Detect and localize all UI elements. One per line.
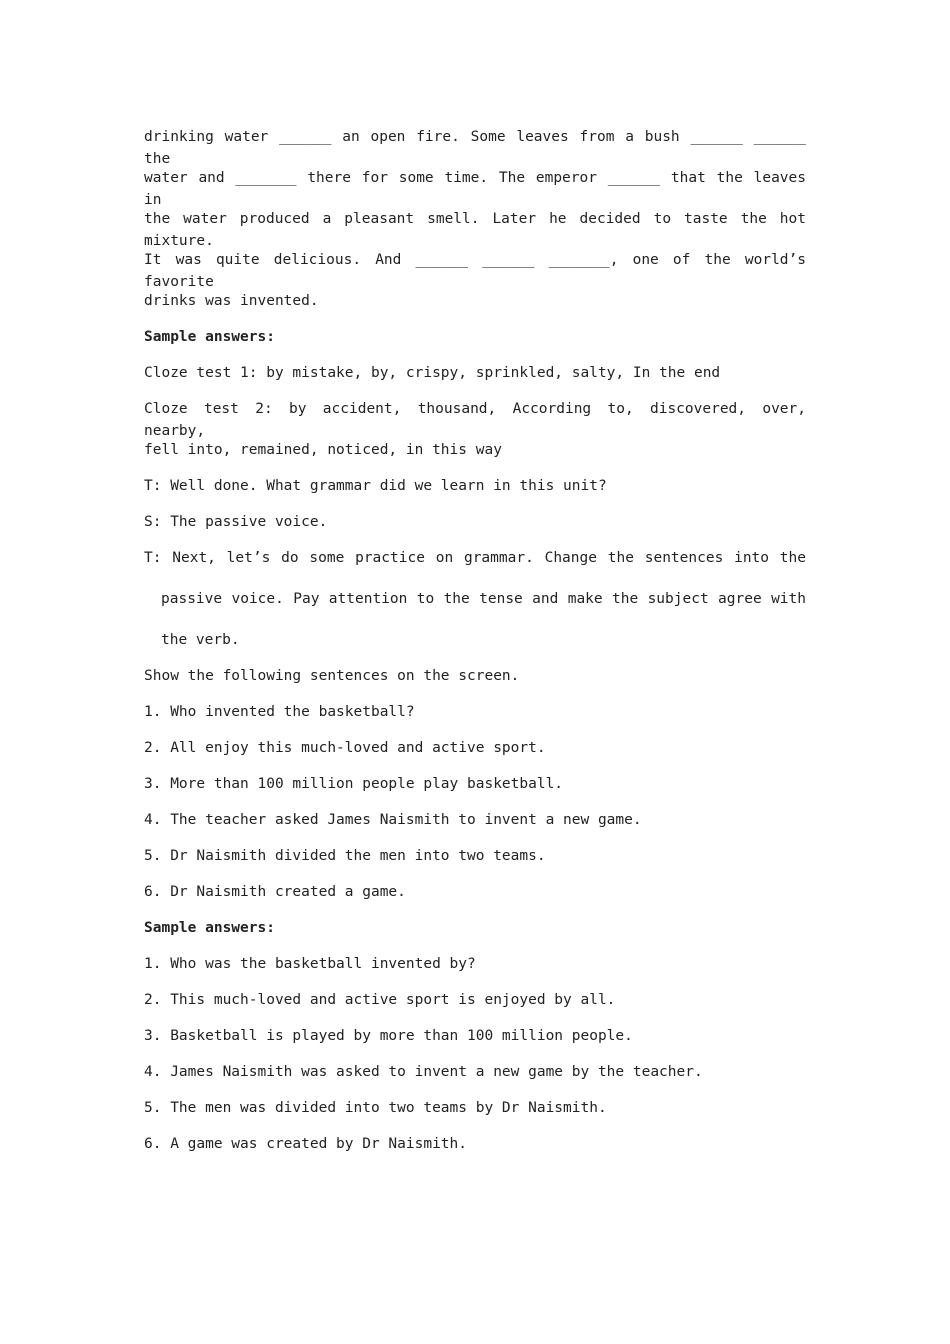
teacher-instruction-line: passive voice. Pay attention to the tense and make the subject agree with [161, 591, 806, 607]
sample-answers-heading: Sample answers: [144, 920, 275, 936]
sample-answers-heading: Sample answers: [144, 329, 275, 345]
cloze-test-2-answers: Cloze test 2: by accident, thousand, According to, discovered, over, nearby, [144, 401, 806, 439]
sentence-item: 4. The teacher asked James Naismith to invent a new game. [144, 812, 642, 828]
answer-item: 1. Who was the basketball invented by? [144, 956, 476, 972]
paragraph-line: water and _______ there for some time. The emperor ______ that the leaves in [144, 170, 806, 208]
sentence-item: 1. Who invented the basketball? [144, 704, 415, 720]
teacher-line: T: Well done. What grammar did we learn in this unit? [144, 478, 607, 494]
answer-item: 5. The men was divided into two teams by Dr Naismith. [144, 1100, 607, 1116]
sentence-item: 6. Dr Naismith created a game. [144, 884, 406, 900]
answer-item: 3. Basketball is played by more than 100 million people. [144, 1028, 633, 1044]
teacher-instruction-line: T: Next, let’s do some practice on grammar. Change the sentences into the [144, 550, 806, 566]
paragraph-line: drinks was invented. [144, 293, 319, 309]
paragraph-line: drinking water ______ an open fire. Some leaves from a bush ______ ______ the [144, 129, 806, 167]
paragraph-line: the water produced a pleasant smell. Later he decided to taste the hot mixture. [144, 211, 806, 249]
answer-item: 6. A game was created by Dr Naismith. [144, 1136, 468, 1152]
document-content [144, 126, 806, 1169]
answer-item: 4. James Naismith was asked to invent a new game by the teacher. [144, 1064, 703, 1080]
cloze-test-1-answers: Cloze test 1: by mistake, by, crispy, sprinkled, salty, In the end [144, 365, 721, 381]
teacher-instruction-line: the verb. [161, 632, 240, 648]
paragraph-line: It was quite delicious. And ______ ______ _______, one of the world’s favorite [144, 252, 806, 290]
sentence-item: 3. More than 100 million people play basketball. [144, 776, 564, 792]
sentence-item: 5. Dr Naismith divided the men into two teams. [144, 848, 546, 864]
sentence-item: 2. All enjoy this much-loved and active sport. [144, 740, 546, 756]
cloze-test-2-answers-cont: fell into, remained, noticed, in this way [144, 442, 502, 458]
answer-item: 2. This much-loved and active sport is enjoyed by all. [144, 992, 616, 1008]
instruction-line: Show the following sentences on the screen. [144, 668, 520, 684]
student-line: S: The passive voice. [144, 514, 328, 530]
